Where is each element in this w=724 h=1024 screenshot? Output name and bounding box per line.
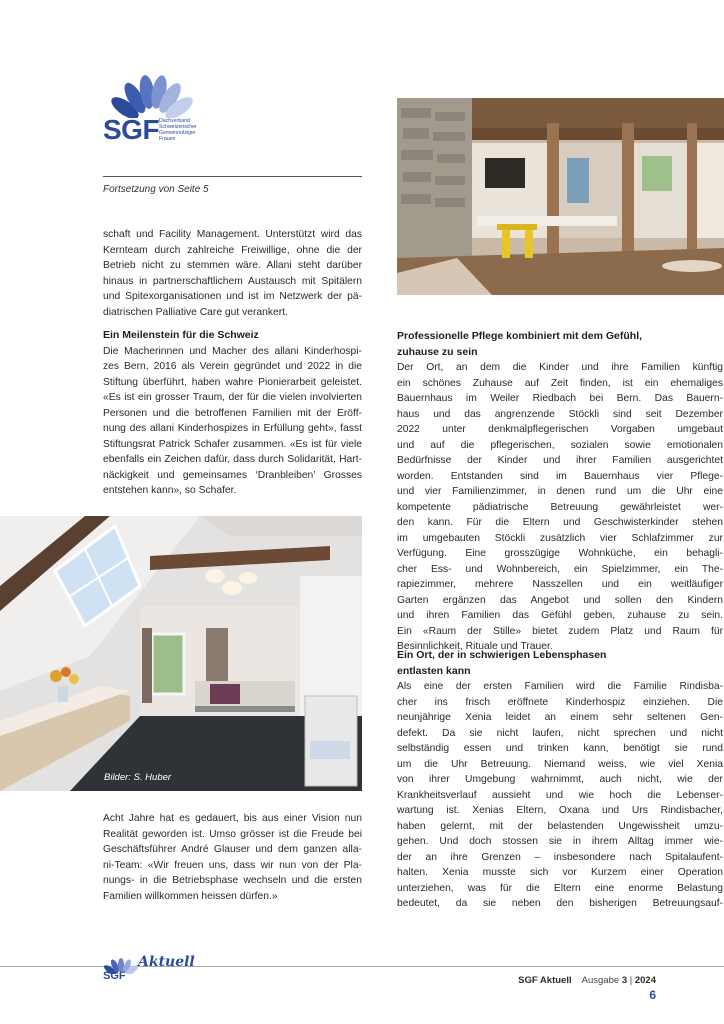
section-care: Professionelle Pflege kombiniert mit dem Gefühl, zuhause zu sein Der Ort, an dem die Kinder und ihre Familien künftig ein schönes Zuhause auf Zeit finden, ist ein ehemaliges Bauernhaus im Weiler Riedbach bei Bern. Das Bauern- haus und das angrenzende Stöckli sind seit Dezember 2022 unter denkmalpflegerischen Vorgaben umgebaut und auf die pflegerischen, sozialen sowie emotionalen Bedürfnisse der Kinder und ihrer Familien ausgerichtet worden. Entstanden sind im Bauernhaus vier Pflege- und vier Familienzimmer, in denen rund um die Uhr eine kompetente pädiatrische Betreuung gewährleistet wer- den kann. Für die Eltern und Geschwisterkinder stehen im umgebauten Stöckli zusätzlich vier Schlafzimmer zur Verfügung. Eine grosszügige Wohnküche, ein behagli- cher Ess- und Wohnbereich, ein Spielzimmer, ein The- rapiezimmer, mehrere Nasszellen und ein weitläufiger Garten ergänzen das Angebot und sollen den Kindern und ihren Familien das Gefühl geben, zuhause zu sein. Ein «Raum der Stille» bietet zudem Platz und Raum für Besinnlichkeit, Rituale und Trauer. — [397, 330, 723, 652]
page-number: 6 — [649, 988, 656, 1002]
footer-publication: SGF Aktuell Ausgabe 3 | 2024 — [518, 975, 656, 986]
closing-paragraph: Acht Jahre hat es gedauert, bis aus einer Vision nun Realität geworden ist. Umso grösser ist die Freude bei Geschäftsführer André Glauser und dem ganzen alla- ni-Team: «Wir freuen uns, dass wir nun von der Pla- nungs- in die Betriebsphase wechseln und die ersten Familien willkommen heissen dürfen.» — [103, 813, 362, 902]
sgf-logo — [103, 70, 213, 150]
section-milestone: Ein Meilenstein für die Schweiz Die Macherinnen und Macher des allani Kinderhospi- zes Bern, 2016 als Verein gegründet und 2022 in die Stiftung überführt, haben wahre Pionierarbeit geleistet. «Es ist ein grosser Traum, der für die vielen involvierten Personen und die betroffenen Familien mit der Eröff- nung des allani Kinderhospizes in Erfüllung geht», fasst Stiftungsrat Patrick Schafer zusammen. «Es ist für viele ebenfalls ein Zeichen dafür, dass durch Solidarität, Hart- näckigkeit und gemeinsames ‘Dranbleiben’ Grosses entstehen kann», so Schafer. — [103, 329, 362, 496]
fan-logo-icon — [105, 70, 200, 118]
logo-subtitle: Dachverband Schweizerischer Gemeinnütziger Frauen — [159, 118, 197, 142]
room-illustration — [0, 516, 362, 791]
photo-patient-room — [0, 516, 362, 791]
section-heading: Professionelle Pflege kombiniert mit dem Gefühl, zuhause zu sein — [397, 330, 643, 358]
logo-brand: SGF — [103, 114, 160, 145]
footer-logo-brand: SGF — [103, 970, 126, 982]
section-relief: Ein Ort, der in schwierigen Lebensphasen entlasten kann Als eine der ersten Familien wird die Familie Rindisba- cher ins frisch eröffnete Kinderhospiz einziehen. Die neunjährige Xenia leidet an einem sehr seltenen Gen- defekt. Da sie nicht laufen, nicht sprechen und nicht selbständig essen und trinken kann, benötigt sie rund um die Uhr Betreuung. Niemand weiss, wie viel Xenia von ihrer Umgebung wahrnimmt, auch nicht, wie der Krankheitsverlauf aussieht und wie hoch die Lebenser- wartung ist. Xenias Eltern, Oxana und Urs Rindisbacher, haben gelernt, mit der belastenden Ungewissheit umzu- gehen. Und doch stossen sie in ihrem Alltag immer wie- der an ihre Grenzen – insbesondere nach Spitalaufent- halten. Xenia musste sich vor Kurzem einer Operation unterziehen, was für die Eltern eine enorme Belastung bedeutet, da sie neben den bisherigen Betreuungsauf- — [397, 649, 723, 909]
footer-logo — [102, 952, 195, 984]
section-heading: Ein Ort, der in schwierigen Lebensphasen entlasten kann — [397, 649, 607, 677]
divider — [103, 176, 362, 177]
continuation-note: Fortsetzung von Seite 5 — [103, 184, 209, 195]
photo-living-kitchen — [397, 98, 724, 295]
footer-logo-word: Aktuell — [138, 954, 195, 970]
photo-credit: Bilder: S. Huber — [104, 772, 172, 783]
kitchen-illustration — [397, 98, 724, 295]
section-heading: Ein Meilenstein für die Schweiz — [103, 329, 259, 341]
intro-paragraph: schaft und Facility Management. Unterstützt wird das Kernteam durch zahlreiche Freiwillige, ohne die der Betrieb nicht zu stemmen wäre. Allani steht darüber hinaus in partnerschaftlichem Austausch mit Spitälern und Spitexorganisationen und ist im Netzwerk der pä- diatrischen Palliative Care gut verankert. — [103, 229, 362, 318]
